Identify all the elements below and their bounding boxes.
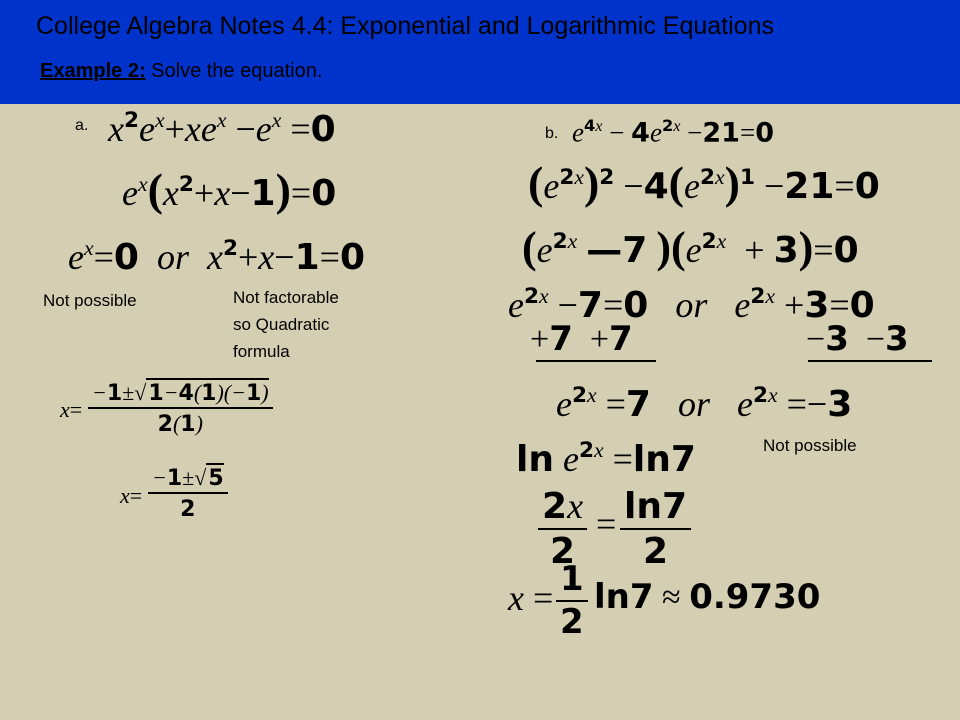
part-a-equation-1: $x^2e^x+xe^x -e^x =0$ [108, 108, 336, 151]
example-label: Example 2: [40, 60, 146, 82]
part-b-label: b. [545, 125, 559, 142]
fraction-denominator: 2 [180, 497, 196, 523]
note-line: Not factorable [233, 288, 339, 307]
fraction-denominator: 2 [560, 601, 584, 642]
part-b-add-seven: +7 +7 [530, 319, 633, 359]
part-b-not-possible-note: Not possible [763, 436, 857, 455]
part-b-equation-6: $e^{2x} =7$ or $e^{2x} =-3$ [556, 383, 853, 426]
part-a-equation-2: $e^x(x^2+x-1)=0$ [122, 164, 337, 215]
title-bar [0, 0, 960, 104]
part-a-x-equals-2: x= [120, 483, 143, 508]
fraction-numerator: −1±√5 [148, 466, 228, 494]
part-b-equation-7: $\ln e^{2x} =\ln 7$ [516, 438, 696, 481]
fraction-numerator: −1±√1−4(1)(−1) [88, 381, 273, 409]
fraction-denominator: 2 [549, 530, 576, 572]
part-b-final-x: x = [508, 578, 554, 618]
example-heading [40, 60, 322, 83]
quadratic-formula-fraction [88, 381, 273, 436]
fraction-denominator: 2 [642, 530, 669, 572]
part-b-equation-3: ($e^{2x}$ —7 )$(e^{2x} + 3)=0$ [522, 223, 859, 272]
fraction-numerator: 2x [538, 488, 587, 530]
solution-fraction [148, 466, 228, 521]
part-b-right-fraction [620, 488, 691, 571]
part-a-label: a. [75, 117, 89, 134]
example-instruction: Solve the equation. [145, 60, 323, 82]
fraction-denominator: 2(1) [157, 411, 203, 438]
part-b-subtract-three: −3 −3 [806, 319, 909, 359]
note-line: so Quadratic [233, 315, 330, 334]
part-a-x-equals-1: x= [60, 397, 83, 422]
page-title: College Algebra Notes 4.4: Exponential and Logarithmic Equations [36, 12, 774, 40]
one-half-fraction [556, 559, 588, 642]
fraction-numerator: ln7 [620, 488, 691, 530]
equals-sign: = [596, 504, 617, 544]
part-b-final-result: ln7 ≈ 0.9730 [594, 577, 821, 617]
part-a-not-possible-note: Not possible [43, 291, 137, 310]
part-b-equation-1: $e^{4x} - 4e^{2x} -21=0$ [572, 116, 774, 149]
underline-rule [808, 360, 932, 362]
part-a-equation-3: $e^x=0$ or $x^2+x-1=0$ [68, 236, 366, 279]
note-line: formula [233, 342, 290, 361]
underline-rule [536, 360, 656, 362]
part-b-equation-2: $(e^{2x})^2 -4(e^{2x})^1 -21=0$ [528, 157, 880, 208]
fraction-numerator: 1 [556, 562, 588, 602]
part-a-quadratic-note [233, 284, 339, 365]
part-b-equation-4: $e^{2x} -7=0$ or $e^{2x} +3=0$ [508, 284, 875, 327]
